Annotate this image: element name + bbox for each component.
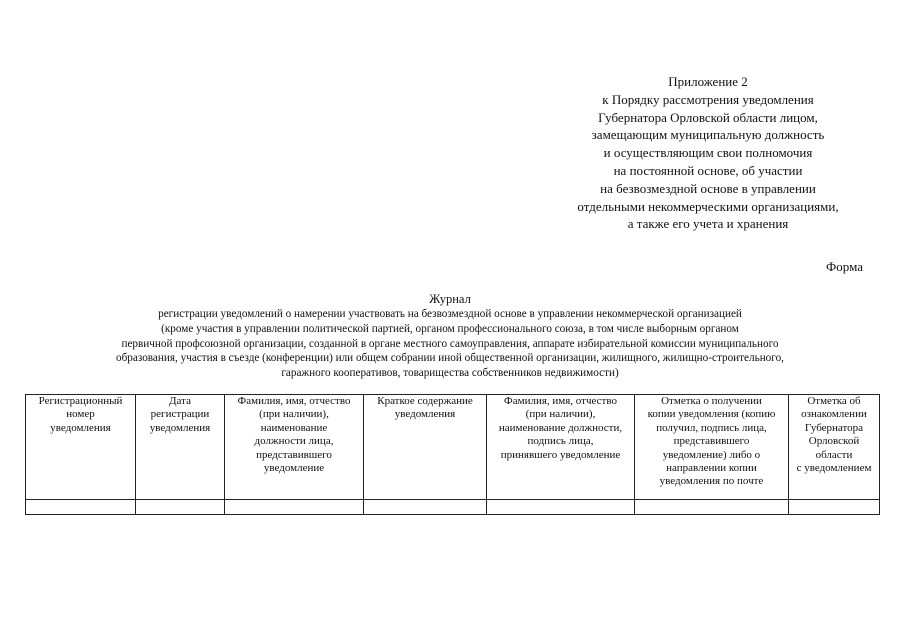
- table-cell: [364, 500, 487, 515]
- header-text: регистрации: [150, 408, 210, 421]
- table-cell: [635, 500, 789, 515]
- header-text: представившего: [256, 448, 332, 461]
- header-text: получил, подпись лица,: [656, 421, 767, 434]
- header-text: Фамилия, имя, отчество: [504, 395, 617, 407]
- journal-heading: [40, 292, 860, 381]
- header-text: Орловской: [808, 435, 860, 448]
- header-text: (при наличии),: [525, 408, 596, 421]
- column-header-governor-acknowledgement: [789, 395, 880, 500]
- table-cell: [136, 500, 225, 515]
- header-text: уведомление) либо о: [662, 448, 761, 461]
- header-text: представившего: [673, 435, 750, 448]
- header-text: Дата: [169, 395, 191, 407]
- column-header-registration-date: [136, 395, 225, 500]
- appendix-header: [548, 73, 868, 233]
- header-text: уведомления: [50, 421, 111, 434]
- header-text: Краткое содержание: [377, 395, 473, 407]
- column-header-receiver: [487, 395, 635, 500]
- header-text: направлении копии: [666, 462, 757, 475]
- header-text: области: [815, 448, 853, 461]
- appendix-line: и осуществляющим свои полномочия: [603, 145, 813, 161]
- header-text: уведомление: [263, 462, 325, 475]
- appendix-line: к Порядку рассмотрения уведомления: [602, 91, 814, 107]
- table-cell: [789, 500, 880, 515]
- column-header-submitter: [225, 395, 364, 500]
- header-text: с уведомлением: [796, 462, 872, 475]
- column-header-summary: [364, 395, 487, 500]
- registration-table: [25, 394, 880, 515]
- header-text: наименование должности,: [498, 421, 623, 434]
- column-header-registration-number: [26, 395, 136, 500]
- header-text: должности лица,: [254, 435, 334, 448]
- appendix-line: отдельными некоммерческими организациями,: [577, 198, 839, 214]
- header-text: номер: [66, 408, 95, 421]
- header-text: уведомления: [149, 421, 211, 434]
- appendix-line: на постоянной основе, об участии: [613, 162, 803, 178]
- appendix-line: замещающим муниципальную должность: [591, 127, 825, 143]
- header-text: принявшего уведомление: [500, 448, 621, 461]
- appendix-line: Приложение 2: [668, 74, 748, 89]
- header-text: Регистрационный: [38, 395, 123, 407]
- column-header-copy-receipt: [635, 395, 789, 500]
- journal-title: Журнал: [429, 292, 471, 306]
- header-text: подпись лица,: [527, 435, 594, 448]
- journal-subtitle-line: первичной профсоюзной организации, созданной в органе местного самоуправления, аппарате избирательной комиссии муниципального: [121, 337, 779, 350]
- table-cell: [487, 500, 635, 515]
- table-cell: [225, 500, 364, 515]
- header-text: Отметка об: [807, 395, 861, 407]
- header-text: Губернатора: [804, 421, 864, 434]
- journal-subtitle-line: регистрации уведомлений о намерении участвовать на безвозмездной основе в управлении некоммерческой организацией: [158, 308, 742, 320]
- header-text: Отметка о получении: [661, 395, 762, 407]
- header-text: копии уведомления (копию: [647, 408, 776, 421]
- form-label: Форма: [826, 259, 863, 274]
- table-cell: [26, 500, 136, 515]
- journal-subtitle-line: (кроме участия в управлении политической партией, органом профессионального союза, в том числе выборным органом: [161, 322, 739, 335]
- table-header-row: [26, 395, 880, 500]
- header-text: ознакомлении: [801, 408, 867, 421]
- journal-subtitle-line: гаражного кооперативов, товарищества собственников недвижимости): [281, 367, 619, 380]
- appendix-line: Губернатора Орловской области лицом,: [598, 109, 818, 125]
- appendix-line: а также его учета и хранения: [627, 216, 789, 232]
- header-text: (при наличии),: [259, 408, 329, 421]
- appendix-line: на безвозмездной основе в управлении: [600, 180, 816, 196]
- header-text: уведомления: [394, 408, 456, 421]
- table-row: [26, 500, 880, 515]
- journal-subtitle-line: образования, участия в съезде (конференции) или общем собрании иной общественной организации, жилищного, жилищно-строительного,: [116, 352, 784, 365]
- header-text: наименование: [260, 421, 328, 434]
- header-text: Фамилия, имя, отчество: [237, 395, 351, 407]
- header-text: уведомления по почте: [659, 475, 764, 488]
